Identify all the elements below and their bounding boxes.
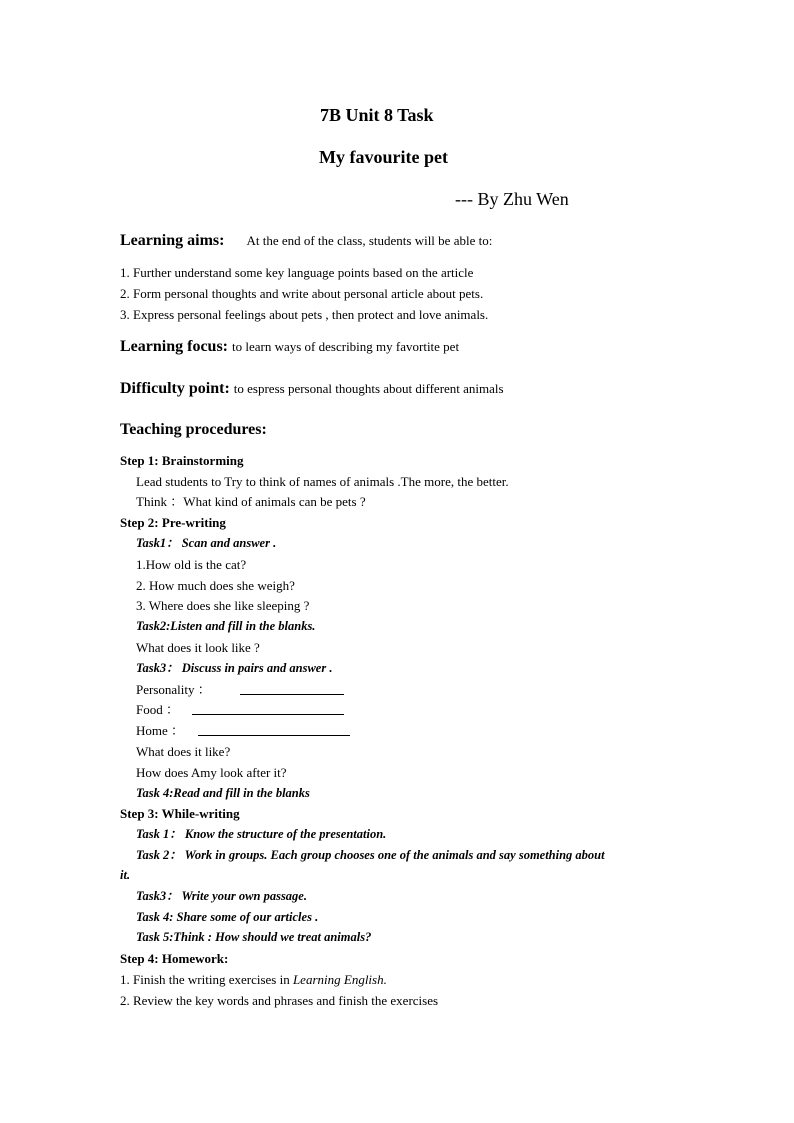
step2-task4: Task 4:Read and fill in the blanks [136,786,310,800]
step2-task2: Task2:Listen and fill in the blanks. [136,619,316,633]
what-like-question: What does it like? [136,744,231,759]
unit-title: 7B Unit 8 Task [320,105,434,125]
step1-title: Step 1: Brainstorming [120,453,244,468]
home-blank[interactable] [198,724,350,736]
step3-task2: Task 2： Work in groups. Each group chooses one of the animals and say something about [136,848,605,862]
teaching-procedures-heading: Teaching procedures: [120,421,267,438]
food-label: Food ： [136,702,179,717]
difficulty-point-text: to espress personal thoughts about different animals [233,381,504,396]
learning-focus-line [120,338,459,356]
food-blank[interactable] [192,703,344,715]
step2-title: Step 2: Pre-writing [120,515,226,530]
textbook-title: Learning English. [292,972,387,987]
look-like-question: What does it look like ? [136,640,260,655]
learning-aims-heading: Learning aims: [120,232,225,249]
step3-task5: Task 5:Think : How should we treat animals? [136,930,372,944]
learning-aims-intro: At the end of the class, students will be able to: [246,233,493,248]
author-line: --- By Zhu Wen [455,189,569,209]
look-after-question: How does Amy look after it? [136,765,287,780]
learning-aims-line [120,232,492,250]
home-label: Home ： [136,723,185,738]
aim-item-2: 2. Form personal thoughts and write about personal article about pets. [120,286,484,301]
personality-blank[interactable] [240,683,344,695]
step2-task3: Task3： Discuss in pairs and answer . [136,661,333,675]
question-1: 1.How old is the cat? [136,557,247,572]
learning-focus-text: to learn ways of describing my favortite pet [232,339,460,354]
homework-item-2: 2. Review the key words and phrases and finish the exercises [120,993,439,1008]
question-2: 2. How much does she weigh? [136,578,295,593]
aim-item-3: 3. Express personal feelings about pets , then protect and love animals. [120,307,489,322]
step1-line2: Think ：What kind of animals can be pets ? [136,494,366,509]
step3-task4: Task 4: Share some of our articles . [136,910,319,924]
topic-title: My favourite pet [319,147,448,167]
question-3: 3. Where does she like sleeping ? [136,598,310,613]
step3-task2-cont: it. [120,868,131,882]
step3-title: Step 3: While-writing [120,806,240,821]
step3-task1: Task 1： Know the structure of the presentation. [136,827,387,841]
difficulty-point-heading: Difficulty point: [120,380,230,397]
step3-task3: Task3： Write your own passage. [136,889,307,903]
step4-title: Step 4: Homework: [120,951,229,966]
step2-task1: Task1： Scan and answer . [136,536,277,550]
aim-item-1: 1. Further understand some key language points based on the article [120,265,474,280]
learning-focus-heading: Learning focus: [120,338,228,355]
homework-1-text: 1. Finish the writing exercises in [120,972,293,987]
homework-item-1 [120,973,387,987]
personality-label: Personality ： [136,682,211,697]
difficulty-point-line [120,380,504,398]
step1-line1: Lead students to Try to think of names of animals .The more, the better. [136,474,509,489]
